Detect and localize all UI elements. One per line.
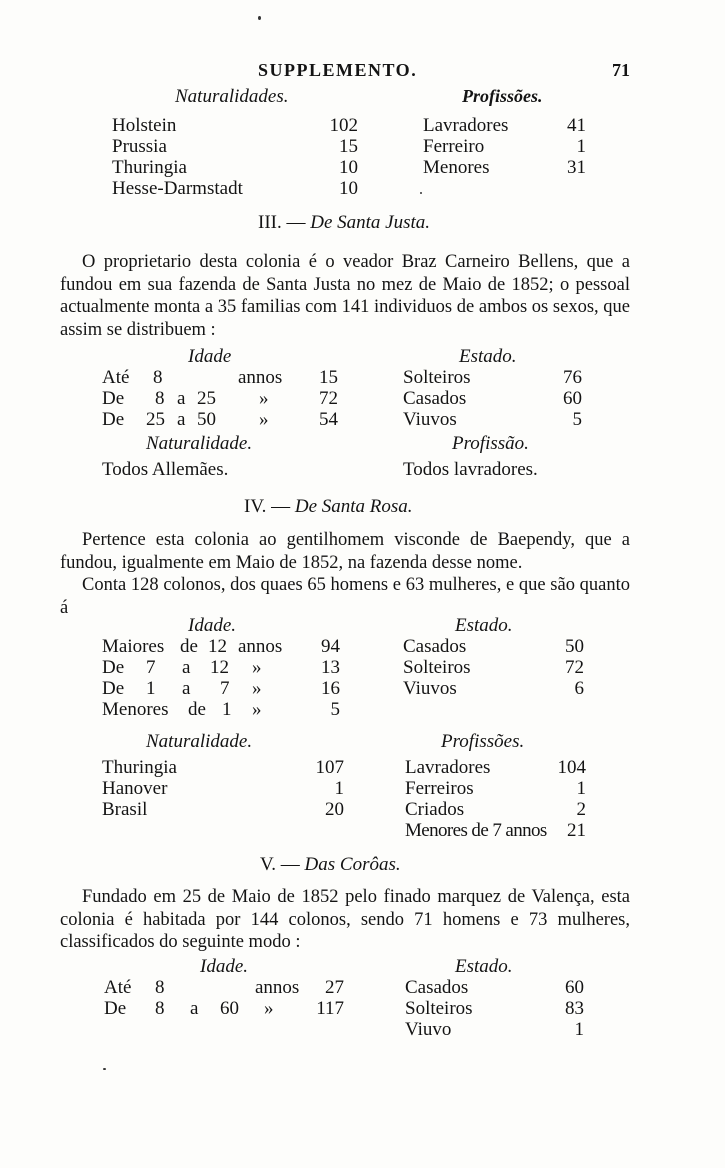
estado-label: Viuvos [403,409,457,430]
idade-value: 94 [321,636,340,657]
nat-value: 10 [339,178,358,199]
idade-value: 27 [325,977,344,998]
idade-number: 8 [153,367,163,388]
idade-number: 1 [222,699,232,720]
prof-value: 1 [576,778,586,799]
idade-word: De [102,409,125,430]
nat-value: 20 [325,799,344,820]
idade-unit: annos [255,977,300,998]
nat-value: 107 [315,757,344,778]
idade-value: 117 [316,998,344,1019]
prof-value: 21 [567,820,586,841]
prof-label: Criados [405,799,465,820]
prof-value: 2 [576,799,586,820]
idade-number: 7 [146,657,156,678]
idade-word: De [102,388,125,409]
scan-speck [258,16,261,20]
nat-value: 10 [339,157,358,178]
profissoes-heading: Profissões. [441,731,525,752]
prof-label: Lavradores [405,757,491,778]
idade-value: 16 [321,678,340,699]
estado-value: 72 [565,657,584,678]
estado-value: 60 [563,388,582,409]
idade-word: Até [102,367,130,388]
section-numeral: V. — [260,854,300,875]
nat-value: 1 [334,778,344,799]
idade-value: 5 [330,699,340,720]
idade-number: 25 [146,409,165,430]
prof-value: 104 [557,757,586,778]
section-heading [244,496,413,518]
prof-label: Menores de 7 annos [405,820,547,841]
estado-label: Viuvo [405,1019,452,1040]
section-numeral: III. — [258,212,306,233]
nat-label: Hesse-Darmstadt [112,178,243,199]
section-paragraph [60,886,630,954]
nat-label: Brasil [102,799,148,820]
naturalidade-heading: Naturalidade. [146,731,253,752]
section-paragraph [60,529,630,619]
prof-label: Menores [423,157,490,178]
estado-label: Casados [403,388,467,409]
idade-unit: annos [238,367,283,388]
estado-value: 50 [565,636,584,657]
idade-unit: » [252,678,262,699]
section-heading [260,854,401,876]
naturalidade-text: Todos Allemães. [102,459,229,480]
idade-unit: » [259,409,269,430]
idade-number: 12 [210,657,229,678]
idade-value: 13 [321,657,340,678]
nat-value: 15 [339,136,358,157]
section-numeral: IV. — [244,496,291,517]
idade-number: 50 [197,409,216,430]
estado-label: Solteiros [403,657,471,678]
idade-a: a [190,998,199,1019]
estado-value: 1 [574,1019,584,1040]
nat-label: Thuringia [112,157,187,178]
naturalidades-heading: Naturalidades. [175,86,289,107]
idade-word: De [102,678,125,699]
estado-heading: Estado. [459,346,517,367]
paragraph-text: Conta 128 colonos, dos quaes 65 homens e 63 mulheres, e que são quanto á [60,575,630,618]
profissoes-heading: Profissões. [462,86,543,106]
paragraph-text: Pertence esta colonia ao gentilhomem visconde de Baependy, que a fundou, igualmente em Maio de 1852, na fazenda desse nome. [60,530,630,573]
idade-unit: » [252,699,262,720]
profissao-heading: Profissão. [452,433,529,454]
nat-value: 102 [329,115,358,136]
prof-label: Ferreiro [423,136,485,157]
idade-unit: » [264,998,274,1019]
idade-number: 7 [220,678,230,699]
estado-value: 76 [563,367,582,388]
idade-word: de [188,699,206,720]
naturalidade-heading: Naturalidade. [146,433,253,454]
section-heading [258,212,430,234]
idade-unit: annos [238,636,283,657]
estado-label: Casados [405,977,469,998]
idade-word: Menores [102,699,169,720]
running-title: SUPPLEMENTO. [258,60,418,80]
idade-number: 25 [197,388,216,409]
idade-value: 15 [319,367,338,388]
section-title: Das Corôas. [304,854,401,875]
idade-word: Maiores [102,636,165,657]
estado-value: 83 [565,998,584,1019]
section-title: De Santa Rosa. [294,496,413,517]
idade-a: a [182,678,191,699]
section-title: De Santa Justa. [310,212,431,233]
idade-number: 60 [220,998,239,1019]
idade-unit: » [259,388,269,409]
scan-speck [420,192,422,194]
nat-label: Hanover [102,778,168,799]
idade-value: 72 [319,388,338,409]
page-number: 71 [612,60,630,80]
section-paragraph [60,251,630,341]
idade-a: a [177,409,186,430]
idade-number: 8 [155,998,165,1019]
idade-a: a [182,657,191,678]
nat-label: Holstein [112,115,177,136]
idade-heading: Idade. [200,956,249,977]
estado-heading: Estado. [455,956,513,977]
scan-speck [103,1068,106,1070]
estado-heading: Estado. [455,615,513,636]
paragraph-text: O proprietario desta colonia é o veador Braz Carneiro Bellens, que a fundou em sua fazenda de Santa Justa no mez de Maio de 1852; o pessoal actualmente monta a 35 familias com 141 individuos de ambos os sexos, que assim se distribuem : [60,252,630,340]
prof-value: 41 [567,115,586,136]
idade-word: De [102,657,125,678]
idade-word: De [104,998,127,1019]
estado-value: 6 [574,678,584,699]
idade-value: 54 [319,409,338,430]
idade-word: Até [104,977,132,998]
estado-value: 5 [572,409,582,430]
paragraph-text: Fundado em 25 de Maio de 1852 pelo finado marquez de Valença, esta colonia é habitada por 144 colonos, sendo 71 homens e 73 mulheres, classificados do seguinte modo : [60,887,630,952]
idade-number: 8 [155,977,165,998]
profissao-text: Todos lavradores. [403,459,538,480]
nat-label: Prussia [112,136,167,157]
idade-heading: Idade [188,346,232,367]
prof-value: 31 [567,157,586,178]
estado-label: Solteiros [403,367,471,388]
estado-label: Casados [403,636,467,657]
idade-number: 1 [146,678,156,699]
estado-value: 60 [565,977,584,998]
estado-label: Viuvos [403,678,457,699]
prof-label: Lavradores [423,115,509,136]
idade-heading: Idade. [188,615,237,636]
nat-label: Thuringia [102,757,177,778]
prof-label: Ferreiros [405,778,474,799]
idade-word: de [180,636,198,657]
idade-a: a [177,388,186,409]
estado-label: Solteiros [405,998,473,1019]
idade-unit: » [252,657,262,678]
idade-number: 12 [208,636,227,657]
prof-value: 1 [576,136,586,157]
idade-number: 8 [155,388,165,409]
